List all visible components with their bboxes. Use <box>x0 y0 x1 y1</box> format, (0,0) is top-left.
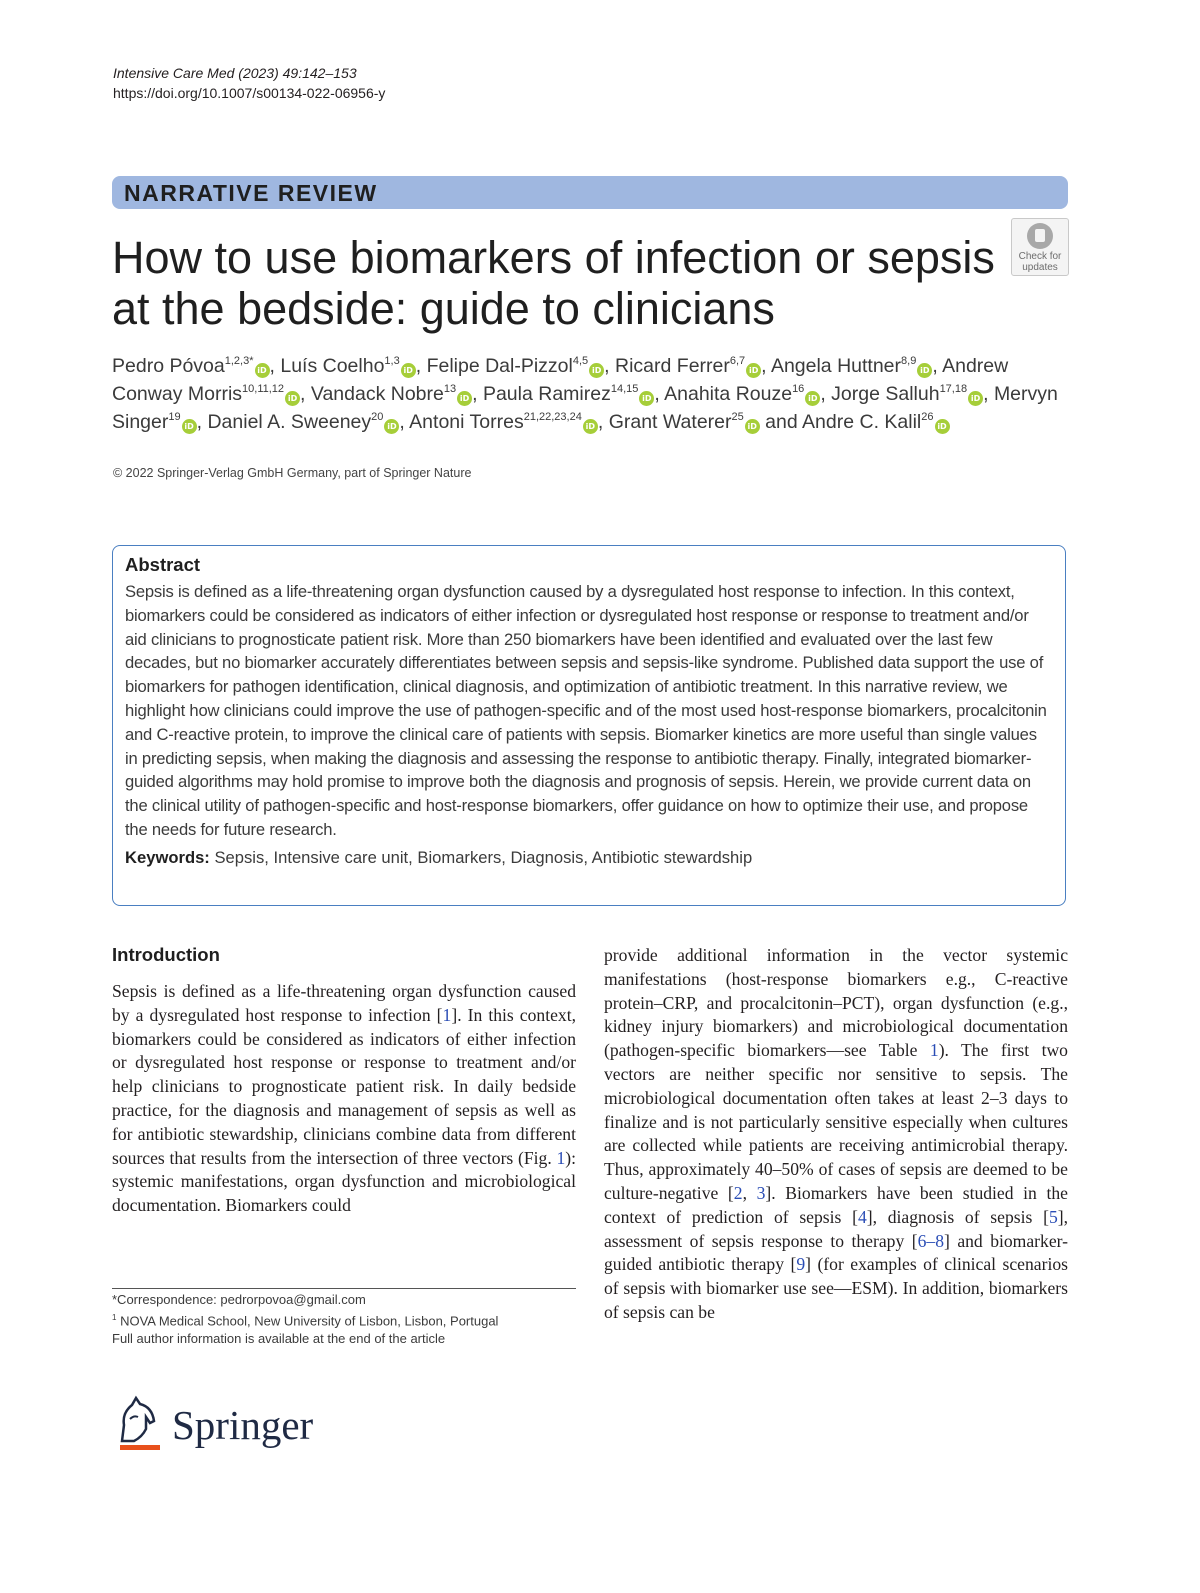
author-affiliation: 21,22,23,24 <box>523 411 582 423</box>
author-affiliation: 8,9 <box>901 355 917 367</box>
author-info-note: Full author information is available at the end of the article <box>112 1331 446 1347</box>
author-name: Andre C. Kalil <box>802 411 922 433</box>
orcid-icon[interactable]: iD <box>917 363 932 378</box>
springer-logo <box>112 1395 342 1455</box>
introduction-heading: Introduction <box>112 944 220 965</box>
body-text: ): systemic manifestations, organ dysfunction and microbiological documentation. Biomarkers could <box>112 1147 576 1216</box>
footnote-divider <box>112 1288 576 1289</box>
author-name: Andrew Conway Morris <box>112 355 1009 405</box>
author-separator: and <box>759 411 803 433</box>
doi-link[interactable]: https://doi.org/10.1007/s00134-022-06956-y <box>113 85 386 101</box>
body-text: ], diagnosis of sepsis [ <box>866 1206 1049 1227</box>
citation-link[interactable]: 9 <box>796 1254 806 1275</box>
author-affiliation: 1,3 <box>384 355 400 367</box>
author-name: Paula Ramirez <box>482 383 611 405</box>
orcid-icon[interactable]: iD <box>589 363 604 378</box>
article-type-banner <box>112 176 1068 209</box>
affiliation-note <box>112 1309 498 1330</box>
body-text: provide additional information in the vector systemic manifestations (host-response biomarkers e.g., C-reactive protein–CRP, and procalcitonin–PCT), organ dysfunction (e.g., kidney injury biomarkers) and microbiological documentation (pathogen-specific biomarkers—see Table <box>604 945 1068 1061</box>
citation-link[interactable]: 4 <box>857 1206 867 1227</box>
body-text: ], assessment of sepsis response to therapy [ <box>604 1206 1068 1251</box>
orcid-icon[interactable]: iD <box>255 363 270 378</box>
author-list <box>112 352 1072 436</box>
introduction-column-2 <box>604 944 1068 1325</box>
body-text: ]. In this context, biomarkers could be considered as indicators of either infection or dysregulated host response or response to treatment and/or help clinicians to prognosticate patient risk. In daily bedside practice, for the diagnosis and management of sepsis as well as for antibiotic stewardship, clinicians combine data from different sources that results from the intersection of three vectors (Fig. <box>112 1004 576 1168</box>
citation-link[interactable]: 1 <box>556 1147 566 1168</box>
author-name: Mervyn Singer <box>112 383 1058 433</box>
orcid-icon[interactable]: iD <box>401 363 416 378</box>
correspondence-note: *Correspondence: pedrorpovoa@gmail.com <box>112 1292 366 1307</box>
citation-link[interactable]: 5 <box>1048 1206 1058 1227</box>
body-text: ] and biomarker-guided antibiotic therapy [ <box>604 1230 1069 1275</box>
orcid-icon[interactable]: iD <box>182 419 197 434</box>
author-affiliation: 6,7 <box>729 355 746 367</box>
author-separator: , <box>472 383 483 405</box>
article-type-label: NARRATIVE REVIEW <box>124 180 378 206</box>
orcid-icon[interactable]: iD <box>583 419 598 434</box>
citation-link[interactable]: 3 <box>756 1182 766 1203</box>
author-separator: , <box>983 383 994 405</box>
author-name: Pedro Póvoa <box>112 355 225 377</box>
author-separator: , <box>761 355 771 377</box>
keywords-list: Sepsis, Intensive care unit, Biomarkers, Diagnosis, Antibiotic stewardship <box>214 847 753 867</box>
author-name: Grant Waterer <box>608 411 732 433</box>
title-line-2: at the bedside: guide to clinicians <box>112 283 775 334</box>
citation-link[interactable]: 1 <box>929 1040 939 1061</box>
keywords-label: Keywords: <box>125 847 210 867</box>
affiliation-number: 1 <box>112 1313 117 1322</box>
author-affiliation: 10,11,12 <box>242 383 285 395</box>
orcid-icon[interactable]: iD <box>639 391 654 406</box>
author-name: Vandack Nobre <box>310 383 444 405</box>
author-separator: , <box>399 411 410 433</box>
body-text: , <box>742 1182 757 1203</box>
body-text: ). The first two vectors are neither specific nor sensitive to sepsis. The microbiological documentation often takes at least 2–3 days to finalize and is not particularly sensitive especially when cultures are collected while patients are receiving antimicrobial therapy. Thus, approximately 40–50% of cases of sepsis are deemed to be culture-negative [ <box>604 1040 1068 1203</box>
author-affiliation: 20 <box>371 411 384 423</box>
author-separator: , <box>597 411 609 433</box>
author-affiliation: 19 <box>168 411 181 423</box>
author-separator: , <box>269 355 281 377</box>
author-name: Anahita Rouze <box>664 383 793 405</box>
springer-horse-icon <box>112 1395 164 1455</box>
body-text: Sepsis is defined as a life-threatening organ dysfunction caused by a dysregulated host response to infection [ <box>112 981 576 1025</box>
author-name: Luís Coelho <box>280 355 385 377</box>
author-affiliation: 16 <box>792 383 805 395</box>
body-text: ] (for examples of clinical scenarios of sepsis with biomarker use see—ESM). In addition, biomarkers of sepsis can be <box>604 1254 1068 1322</box>
affiliation-text: NOVA Medical School, New University of Lisbon, Lisbon, Portugal <box>116 1313 499 1329</box>
author-separator: , <box>604 355 616 377</box>
author-affiliation: 26 <box>921 411 934 423</box>
author-name: Ricard Ferrer <box>615 355 730 377</box>
body-text: ]. Biomarkers have been studied in the context of prediction of sepsis [ <box>604 1182 1068 1227</box>
check-updates-line1: Check for <box>1018 251 1062 262</box>
check-updates-line2: updates <box>1022 262 1058 273</box>
springer-wordmark: Springer <box>172 1402 314 1448</box>
author-affiliation: 17,18 <box>939 383 968 395</box>
author-name: Angela Huttner <box>770 355 902 377</box>
abstract-box <box>112 545 1066 906</box>
copyright-notice: © 2022 Springer-Verlag GmbH Germany, part of Springer Nature <box>113 466 472 480</box>
orcid-icon[interactable]: iD <box>746 363 761 378</box>
author-separator: , <box>654 383 665 405</box>
author-separator: , <box>415 355 427 377</box>
check-for-updates-button[interactable] <box>1011 218 1069 276</box>
author-separator: , <box>300 383 311 405</box>
author-affiliation: 1,2,3* <box>224 355 254 367</box>
title-line-1: How to use biomarkers of infection or sepsis <box>112 232 995 283</box>
author-affiliation: 4,5 <box>572 355 589 367</box>
citation-link[interactable]: 1 <box>442 1004 452 1025</box>
orcid-icon[interactable]: iD <box>285 391 300 406</box>
keywords <box>125 848 1053 868</box>
orcid-icon[interactable]: iD <box>384 419 399 434</box>
author-name: Felipe Dal-Pizzol <box>426 355 573 377</box>
author-name: Jorge Salluh <box>831 383 940 405</box>
article-title <box>112 232 1012 334</box>
orcid-icon[interactable]: iD <box>805 391 820 406</box>
author-name: Daniel A. Sweeney <box>207 411 372 433</box>
journal-info <box>113 63 385 103</box>
abstract-text: Sepsis is defined as a life-threatening organ dysfunction caused by a dysregulated host response to infection. In this context, biomarkers could be considered as indicators of either infection or dysregulated host response or response to treatment and/or aid clinicians to prognosticate patient risk. More than 250 biomarkers have been identified and evaluated over the last few decades, but no biomarker accurately differentiates between sepsis and sepsis-like syndrome. Published data support the use of biomarkers for pathogen identification, clinical diagnosis, and optimization of antibiotic treatment. In this narrative review, we highlight how clinicians could improve the use of pathogen-specific and of the most used host-response biomarkers, procalcitonin and C-reactive protein, to improve the clinical care of patients with sepsis. Biomarker kinetics are more useful than single values in predicting sepsis, when making the diagnosis and assessing the response to antibiotic therapy. Finally, integrated biomarker-guided algorithms may hold promise to improve both the diagnosis and prognosis of sepsis. Herein, we provide current data on the clinical utility of pathogen-specific and host-response biomarkers, offer guidance on how to optimize their use, and propose the needs for future research. <box>125 582 1047 839</box>
journal-citation: Intensive Care Med (2023) 49:142–153 <box>113 65 357 81</box>
orcid-icon[interactable]: iD <box>968 391 983 406</box>
author-name: Antoni Torres <box>409 411 524 433</box>
orcid-icon[interactable]: iD <box>935 419 950 434</box>
introduction-column-1 <box>112 980 576 1218</box>
citation-link[interactable]: 6–8 <box>917 1230 944 1251</box>
orcid-icon[interactable]: iD <box>457 391 472 406</box>
author-affiliation: 14,15 <box>610 383 639 395</box>
footnotes <box>112 1291 498 1348</box>
author-affiliation: 13 <box>443 383 457 395</box>
citation-link[interactable]: 2 <box>733 1182 743 1203</box>
author-separator: , <box>820 383 832 405</box>
check-updates-icon <box>1027 223 1053 249</box>
author-separator: , <box>196 411 208 433</box>
author-separator: , <box>932 355 943 377</box>
orcid-icon[interactable]: iD <box>745 419 760 434</box>
author-affiliation: 25 <box>731 411 744 423</box>
abstract-heading: Abstract <box>125 554 201 575</box>
